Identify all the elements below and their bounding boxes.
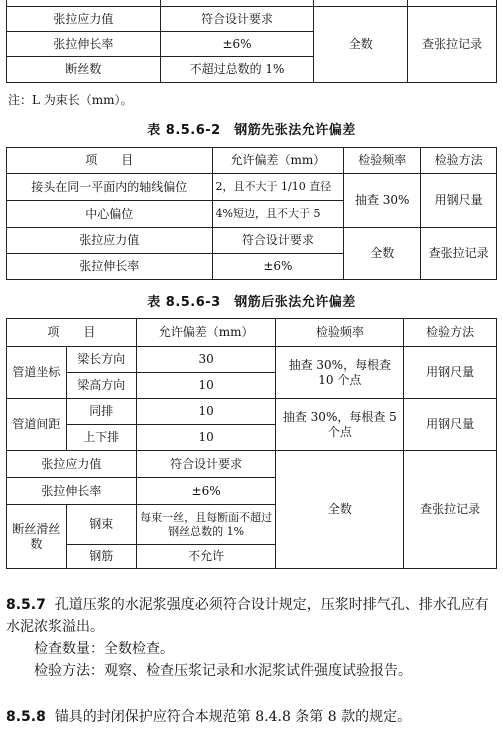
cell-subitem: 上下排 [66,425,136,451]
cell-tolerance: 30 [136,347,276,373]
header-item: 项 目 [7,319,137,347]
cell-item: 张拉应力值 [7,228,213,254]
cell-item: 断丝数 [7,57,161,83]
cell-item: 中心偏位 [7,201,213,228]
header-method: 检验方法 [404,319,497,347]
header-tolerance: 允许偏差（mm） [212,148,344,174]
cell-tolerance: 10 [136,373,276,399]
clause-8-5-8 [6,706,498,728]
cell-frequency: 全数 [344,228,421,280]
table-8-5-6-2 [6,147,497,280]
inspection-method-text: 检验方法：观察、检查压浆记录和水泥浆试件强度试验报告。 [34,663,412,679]
cell-method: 用钢尺量 [404,347,497,399]
clause-text: 孔道压浆的水泥浆强度必须符合设计规定，压浆时排气孔、排水孔应有水泥浓浆溢出。 [6,597,489,635]
cell-item: 张拉应力值 [7,451,137,478]
table-note: 注：L 为束长（mm）。 [8,93,133,107]
cell-item: 接头在同一平面内的轴线偏位 [7,174,213,201]
header-frequency: 检验频率 [276,319,404,347]
cell-tolerance: 符合设计要求 [212,228,344,254]
cell-tolerance: 不超过总数的 1% [160,57,314,83]
cell-frequency: 全数 [276,451,404,569]
cell-tolerance: 2，且不大于 1/10 直径 [212,174,344,201]
cell-method: 查张拉记录 [421,228,497,280]
cell-method: 用钢尺量 [421,174,497,228]
cell-frequency: 抽查 30%，每根查 10 个点 [276,347,404,399]
cell-subitem: 钢筋 [66,545,136,569]
cell-method: 查张拉记录 [404,451,497,569]
cell-frequency: 抽查 30%，每根查 5 个点 [276,399,404,451]
cell-group-duct-coordinate: 管道坐标 [7,347,67,399]
cell-group-duct-spacing: 管道间距 [7,399,67,451]
clause-8-5-7 [6,594,498,638]
cell-method: 查张拉记录 [408,7,497,83]
cell-item: 张拉伸长率 [7,478,137,505]
cell-tolerance: ±6% [160,32,314,57]
cell-tolerance: 10 [136,425,276,451]
cell-tolerance: ±6% [212,254,344,280]
inspection-method [6,660,498,682]
cell-tolerance: ±6% [136,478,276,505]
inspection-quantity [6,638,498,660]
table-8-5-6-3 [6,318,497,569]
cell-subitem: 同排 [66,399,136,425]
cell-tolerance: 符合设计要求 [136,451,276,478]
clause-number: 8.5.8 [6,709,46,725]
cell-tolerance: 不允许 [136,545,276,569]
cell-tolerance: 每束一丝，且每断面不超过钢丝总数的 1% [136,505,276,545]
cell-subitem: 钢束 [66,505,136,545]
header-method: 检验方法 [421,148,497,174]
header-frequency: 检验频率 [344,148,421,174]
cell-tolerance: 10 [136,399,276,425]
table-3-caption: 表 8.5.6-3 钢筋后张法允许偏差 [147,295,356,310]
cell-item: 张拉伸长率 [7,32,161,57]
cell-subitem: 梁高方向 [66,373,136,399]
table-1-continued [6,0,497,83]
cell-item: 张拉应力值 [7,7,161,32]
cell-tolerance: 符合设计要求 [160,7,314,32]
cell-method: 用钢尺量 [404,399,497,451]
cell-frequency: 抽查 30% [344,174,421,228]
clause-number: 8.5.7 [6,597,46,613]
table-2-caption: 表 8.5.6-2 钢筋先张法允许偏差 [147,123,356,138]
clause-text: 锚具的封闭保护应符合本规范第 8.4.8 条第 8 款的规定。 [54,709,412,725]
header-item: 项 目 [7,148,213,174]
cell-subitem: 梁长方向 [66,347,136,373]
cell-group-break-slip: 断丝滑丝数 [7,505,67,569]
cell-item: 张拉伸长率 [7,254,213,280]
inspection-quantity-text: 检查数量：全数检查。 [34,641,174,657]
cell-frequency: 全数 [314,7,408,83]
cell-tolerance: 4%短边，且不大于 5 [212,201,344,228]
header-tolerance: 允许偏差（mm） [136,319,276,347]
